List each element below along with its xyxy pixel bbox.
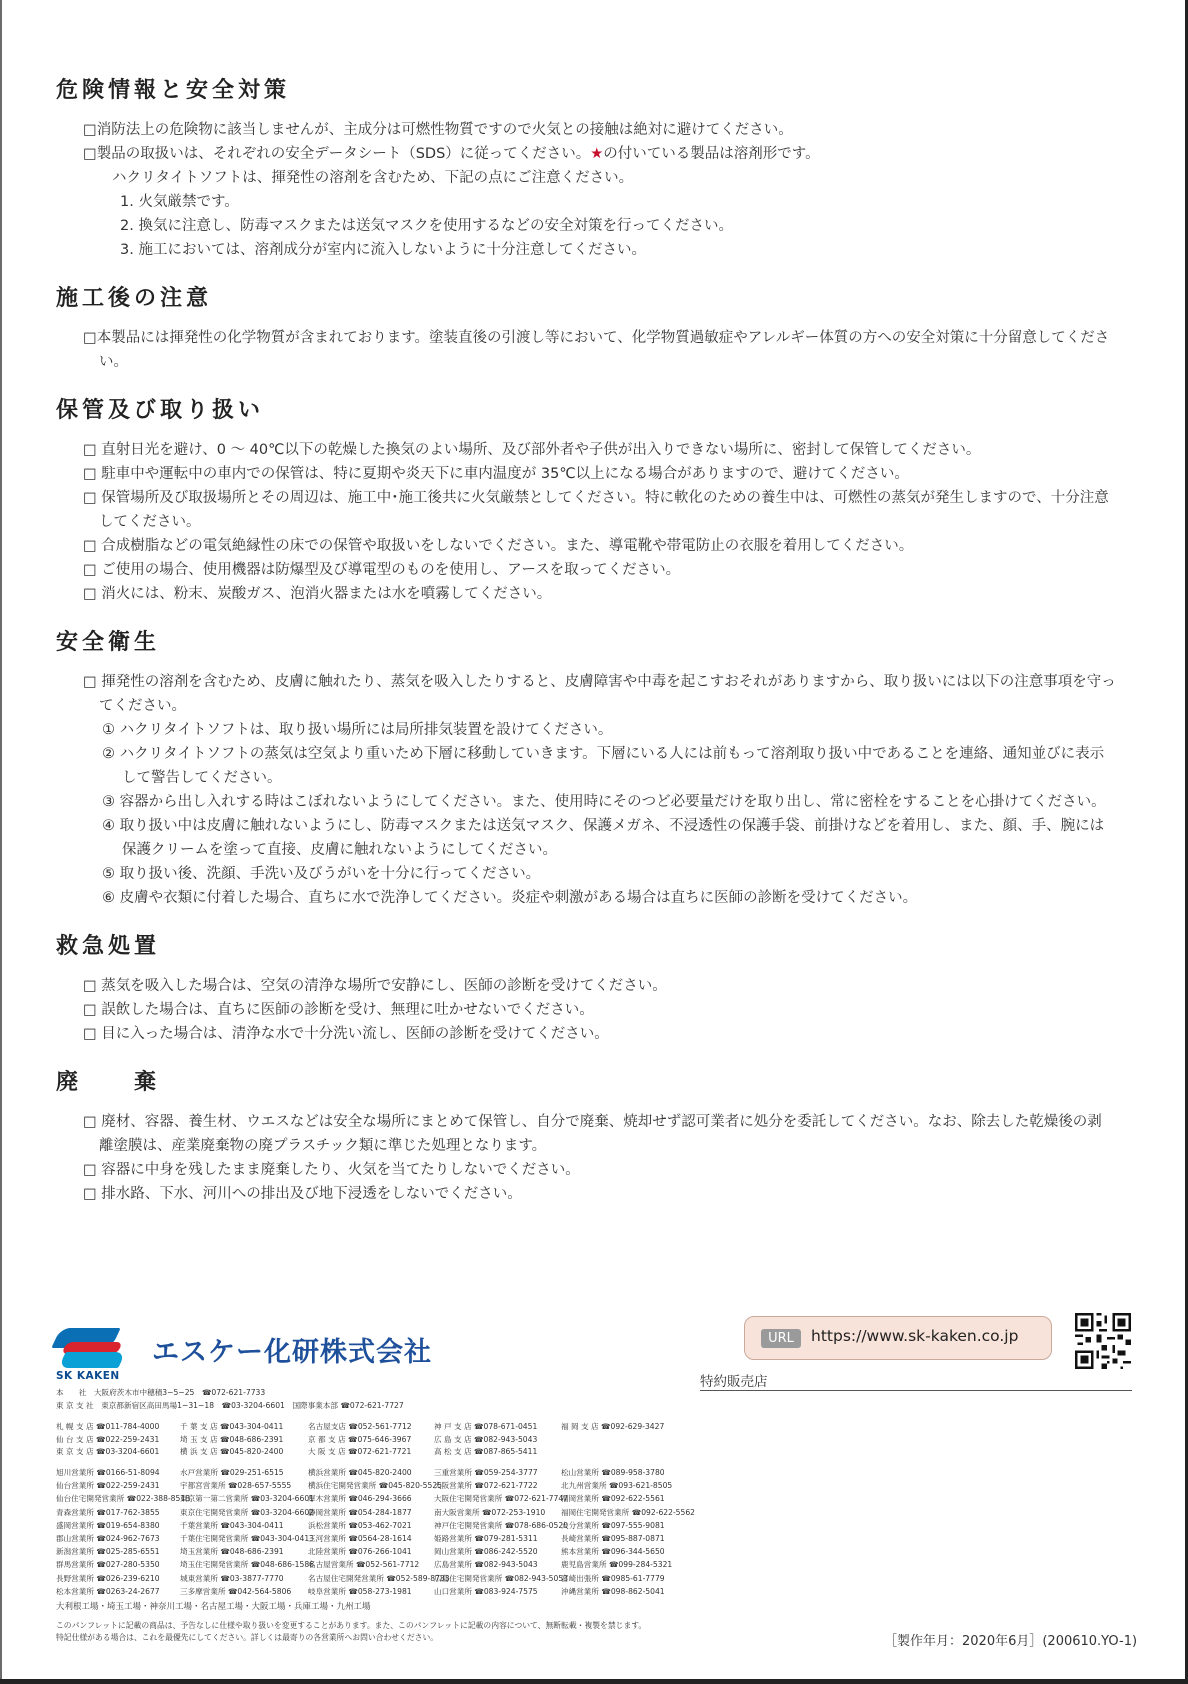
production-date: ［製作年月：2020年6月］(200610.YO-1) — [884, 1634, 1138, 1649]
list-item: ③ 容器から出し入れする時はこぼれないようにしてください。また、使用時にそのつど必要量だけを取り出し、常に密栓をすることを心掛けてください。 — [102, 794, 1106, 810]
office-entry: 城東営業所 ☎03-3877-7770 — [180, 1573, 284, 1583]
list-item: □ 誤飲した場合は、直ちに医師の診断を受け、無理に吐かせないでください。 — [83, 1002, 594, 1018]
dealer-label: 特約販売店 — [700, 1374, 768, 1390]
office-entry: 旭川営業所 ☎0166-51-8094 — [56, 1468, 160, 1477]
office-entry: 山口営業所 ☎083-924-7575 — [434, 1586, 538, 1596]
office-entry: 鹿児島営業所 ☎099-284-5321 — [561, 1560, 673, 1570]
list-item: □ 揮発性の溶剤を含むため、皮膚に触れたり、蒸気を吸入したりすると、皮膚障害や中毒を起こすおそれがありますから、取り扱いには以下の注意事項を守ってください。 — [83, 674, 1116, 714]
office-entry: 仙台住宅開発営業所 ☎022-388-8518 — [56, 1494, 191, 1504]
list-item: □ 合成樹脂などの電気絶縁性の床での保管や取扱いをしないでください。また、導電靴や帯電防止の衣服を着用してください。 — [83, 538, 914, 554]
page-border-bottom — [0, 1679, 1188, 1684]
office-entry: 大阪住宅開発営業所 ☎072-621-7747 — [434, 1494, 569, 1504]
office-entry: 名古屋支店 ☎052-561-7712 — [308, 1422, 412, 1431]
office-entry: 東京第一第二営業所 ☎03-3204-6601 — [180, 1494, 315, 1504]
list-item: □ 直射日光を避け、0 〜 40℃以下の乾燥した換気のよい場所、及び部外者や子供が出入りできない場所に、密封して保管してください。 — [83, 442, 981, 458]
list-item: □ 駐車中や運転中の車内での保管は、特に夏期や炎天下に車内温度が 35℃以上になる場合がありますので、避けてください。 — [83, 466, 909, 482]
section-title: 救急処置 — [56, 934, 161, 959]
address-line: 本 社 大阪府茨木市中穂積3−5−25 ☎072-621-7733 — [56, 1388, 266, 1397]
office-entry: 盛岡営業所 ☎019-654-8380 — [56, 1520, 160, 1530]
office-entry: 福 岡 支 店 ☎092-629-3427 — [561, 1422, 665, 1431]
dealer-underline — [700, 1390, 1132, 1391]
office-entry: 大 阪 支 店 ☎072-621-7721 — [308, 1447, 412, 1456]
office-entry: 大分営業所 ☎097-555-9081 — [561, 1520, 665, 1530]
logo-text: SK KAKEN — [56, 1370, 120, 1382]
office-entry: 京 都 支 店 ☎075-646-3967 — [308, 1434, 412, 1444]
office-entry: 三重営業所 ☎059-254-3777 — [434, 1468, 538, 1477]
notice — [56, 1620, 646, 1644]
list-item: □ ご使用の場合、使用機器は防爆型及び導電型のものを使用し、アースを取ってください。 — [83, 562, 681, 578]
list-item: 1. 火気厳禁です。 — [120, 194, 239, 210]
office-entry: 福岡住宅開発営業所 ☎092-622-5562 — [561, 1507, 696, 1517]
section-title: 廃 棄 — [56, 1070, 161, 1095]
office-entry: 郡山営業所 ☎024-962-7673 — [56, 1534, 160, 1543]
list-item: □ 消火には、粉末、炭酸ガス、泡消火器または水を噴霧してください。 — [83, 586, 552, 602]
list-item: ④ 取り扱い中は皮膚に触れないようにし、防毒マスクまたは送気マスク、保護メガネ、不浸透性の保護手袋、前掛けなどを着用し、また、顔、手、腕には保護クリームを塗って直接、皮膚に触れないようにしてください。 — [102, 818, 1105, 858]
list-item-text: □製品の取扱いは、それぞれの安全データシート（SDS）に従ってください。 — [83, 146, 591, 162]
list-item: ⑤ 取り扱い後、洗顔、手洗い及びうがいを十分に行ってください。 — [102, 866, 541, 882]
office-entry: 埼 玉 支 店 ☎048-686-2391 — [180, 1434, 284, 1444]
office-entry: 札 幌 支 店 ☎011-784-4000 — [56, 1422, 160, 1431]
office-entry: 宮崎出張所 ☎0985-61-7779 — [561, 1573, 665, 1583]
office-entry: 三多摩営業所 ☎042-564-5806 — [180, 1586, 292, 1596]
list-item: ⑥ 皮膚や衣類に付着した場合、直ちに水で洗浄してください。炎症や刺激がある場合は直ちに医師の診断を受けてください。 — [102, 890, 918, 906]
url-box[interactable] — [744, 1316, 1052, 1360]
office-entry: 千 葉 支 店 ☎043-304-0411 — [180, 1422, 284, 1431]
office-entry: 北九州営業所 ☎093-621-8505 — [561, 1481, 673, 1491]
page-border-left — [0, 0, 2, 1684]
office-entry: 水戸営業所 ☎029-251-6515 — [180, 1468, 284, 1477]
list-item: □ 廃材、容器、養生材、ウエスなどは安全な場所にまとめて保管し、自分で廃棄、焼却せず認可業者に処分を委託してください。なお、除去した乾燥後の剥離塗膜は、産業廃棄物の廃プラスチック類に準じた処理となります。 — [83, 1114, 1102, 1154]
office-entry: 千葉営業所 ☎043-304-0411 — [180, 1520, 284, 1530]
office-entry: 東京住宅開発営業所 ☎03-3204-6602 — [180, 1507, 315, 1517]
url-label: URL — [761, 1329, 801, 1348]
list-item: □本製品には揮発性の化学物質が含まれております。塗装直後の引渡し等において、化学物質過敏症やアレルギー体質の方への安全対策に十分留意してください。 — [83, 330, 1110, 370]
office-entry: 福岡営業所 ☎092-622-5561 — [561, 1494, 665, 1504]
office-entry: 埼玉住宅開発営業所 ☎048-686-1586 — [180, 1560, 315, 1570]
section-title: 保管及び取り扱い — [56, 398, 265, 423]
list-item: □ 保管場所及び取扱場所とその周辺は、施工中･施工後共に火気厳禁としてください。特に軟化のための養生中は、可燃性の蒸気が発生しますので、十分注意してください。 — [83, 490, 1109, 530]
office-entry: 宇都宮営業所 ☎028-657-5555 — [180, 1481, 292, 1491]
section-title: 安全衛生 — [56, 630, 161, 655]
notice-line: このパンフレットに記載の商品は、予告なしに仕様や取り扱いを変更することがあります。また、このパンフレットに記載の内容について、無断転載・複製を禁じます。 — [56, 1621, 647, 1630]
office-entry: 仙台営業所 ☎022-259-2431 — [56, 1481, 160, 1491]
section-title: 施工後の注意 — [56, 286, 213, 311]
office-entry: 広 島 支 店 ☎082-943-5043 — [434, 1434, 538, 1444]
list-item-text: の付いている製品は溶剤形です。 — [603, 146, 820, 162]
office-entry: 広島住宅開発営業所 ☎082-943-5053 — [434, 1573, 569, 1583]
office-entry: 松本営業所 ☎0263-24-2677 — [56, 1586, 160, 1596]
office-entry: 南大阪営業所 ☎072-253-1910 — [434, 1507, 546, 1517]
office-entry: 北陸営業所 ☎076-266-1041 — [308, 1547, 412, 1557]
company-name: エスケー化研株式会社 — [152, 1337, 432, 1368]
factory-list: 大利根工場・埼玉工場・神奈川工場・名古屋工場・大阪工場・兵庫工場・九州工場 — [56, 1602, 371, 1612]
office-entry: 神 戸 支 店 ☎078-671-0451 — [434, 1422, 538, 1431]
office-entry: 群馬営業所 ☎027-280-5350 — [56, 1560, 160, 1570]
list-item: ② ハクリタイトソフトの蒸気は空気より重いため下層に移動していきます。下層にいる人には前もって溶剤取り扱い中であることを連絡、通知並びに表示して警告してください。 — [102, 746, 1105, 786]
url-link[interactable]: https://www.sk-kaken.co.jp — [811, 1327, 1019, 1345]
office-entry: 東 京 支 店 ☎03-3204-6601 — [56, 1447, 160, 1456]
office-entry: 高 松 支 店 ☎087-865-5411 — [434, 1447, 538, 1456]
office-entry: 広島営業所 ☎082-943-5043 — [434, 1560, 538, 1570]
office-entry: 姫路営業所 ☎079-281-5311 — [434, 1534, 538, 1543]
office-entry: 仙 台 支 店 ☎022-259-2431 — [56, 1434, 160, 1444]
office-entry: 三河営業所 ☎0564-28-1614 — [308, 1534, 412, 1543]
office-entry: 沖縄営業所 ☎098-862-5041 — [561, 1586, 665, 1596]
section — [56, 284, 1116, 374]
section — [56, 1068, 1116, 1206]
office-entry: 厚木営業所 ☎046-294-3666 — [308, 1494, 412, 1504]
list-item: 3. 施工においては、溶剤成分が室内に流入しないように十分注意してください。 — [120, 242, 646, 258]
qr-code-icon[interactable] — [1075, 1313, 1131, 1369]
office-entry: 横浜住宅開発営業所 ☎045-820-5525 — [308, 1481, 443, 1491]
office-entry: 新潟営業所 ☎025-285-6551 — [56, 1547, 160, 1557]
office-entry: 横 浜 支 店 ☎045-820-2400 — [180, 1447, 284, 1456]
office-entry: 埼玉営業所 ☎048-686-2391 — [180, 1547, 284, 1557]
notice-line: 特記仕様がある場合は、これを最優先にしてください。詳しくは最寄りの各営業所へお問い合わせください。 — [56, 1633, 439, 1642]
section — [56, 628, 1116, 910]
office-entry: 長崎営業所 ☎095-887-0871 — [561, 1534, 665, 1543]
list-item — [56, 142, 1116, 166]
section — [56, 396, 1116, 606]
office-entry: 千葉住宅開発営業所 ☎043-304-0413 — [180, 1534, 315, 1543]
list-item: □消防法上の危険物に該当しませんが、主成分は可燃性物質ですので火気との接触は絶対に避けてください。 — [83, 122, 793, 138]
office-entry: 岐阜営業所 ☎058-273-1981 — [308, 1586, 412, 1596]
list-item: □ 目に入った場合は、清浄な水で十分洗い流し、医師の診断を受けてください。 — [83, 1026, 609, 1042]
office-entry: 横浜営業所 ☎045-820-2400 — [308, 1468, 412, 1477]
list-item: □ 蒸気を吸入した場合は、空気の清浄な場所で安静にし、医師の診断を受けてください。 — [83, 978, 667, 994]
main-content — [56, 76, 1116, 1228]
section — [56, 932, 1116, 1046]
section-title: 危険情報と安全対策 — [56, 78, 291, 103]
office-entry: 長野営業所 ☎026-239-6210 — [56, 1573, 160, 1583]
list-item: □ 容器に中身を残したまま廃棄したり、火気を当てたりしないでください。 — [83, 1162, 580, 1178]
star-icon: ★ — [590, 146, 604, 162]
office-entry: 静岡営業所 ☎054-284-1877 — [308, 1507, 412, 1517]
office-entry: 浜松営業所 ☎053-462-7021 — [308, 1520, 412, 1530]
section — [56, 76, 1116, 262]
office-entry: 熊本営業所 ☎096-344-5650 — [561, 1547, 665, 1557]
office-entry: 青森営業所 ☎017-762-3855 — [56, 1507, 160, 1517]
office-entry: 大阪営業所 ☎072-621-7722 — [434, 1481, 538, 1491]
office-entry: 名古屋住宅開発営業所 ☎052-589-8783 — [308, 1573, 450, 1583]
list-item: □ 排水路、下水、河川への排出及び地下浸透をしないでください。 — [83, 1186, 522, 1202]
office-entry: 松山営業所 ☎089-958-3780 — [561, 1468, 665, 1477]
address-line: 東 京 支 社 東京都新宿区高田馬場1−31−18 ☎03-3204-6601 国際事業本部 ☎072-621-7727 — [56, 1401, 404, 1410]
list-item: ① ハクリタイトソフトは、取り扱い場所には局所排気装置を設けてください。 — [102, 722, 613, 738]
list-item: 2. 換気に注意し、防毒マスクまたは送気マスクを使用するなどの安全対策を行ってください。 — [120, 218, 733, 234]
list-item: ハクリタイトソフトは、揮発性の溶剤を含むため、下記の点にご注意ください。 — [112, 170, 634, 186]
office-entry: 名古屋営業所 ☎052-561-7712 — [308, 1560, 420, 1570]
head-office-list — [56, 1386, 404, 1412]
office-entry: 神戸住宅開発営業所 ☎078-686-0520 — [434, 1520, 569, 1530]
office-entry: 岡山営業所 ☎086-242-5520 — [434, 1547, 538, 1557]
